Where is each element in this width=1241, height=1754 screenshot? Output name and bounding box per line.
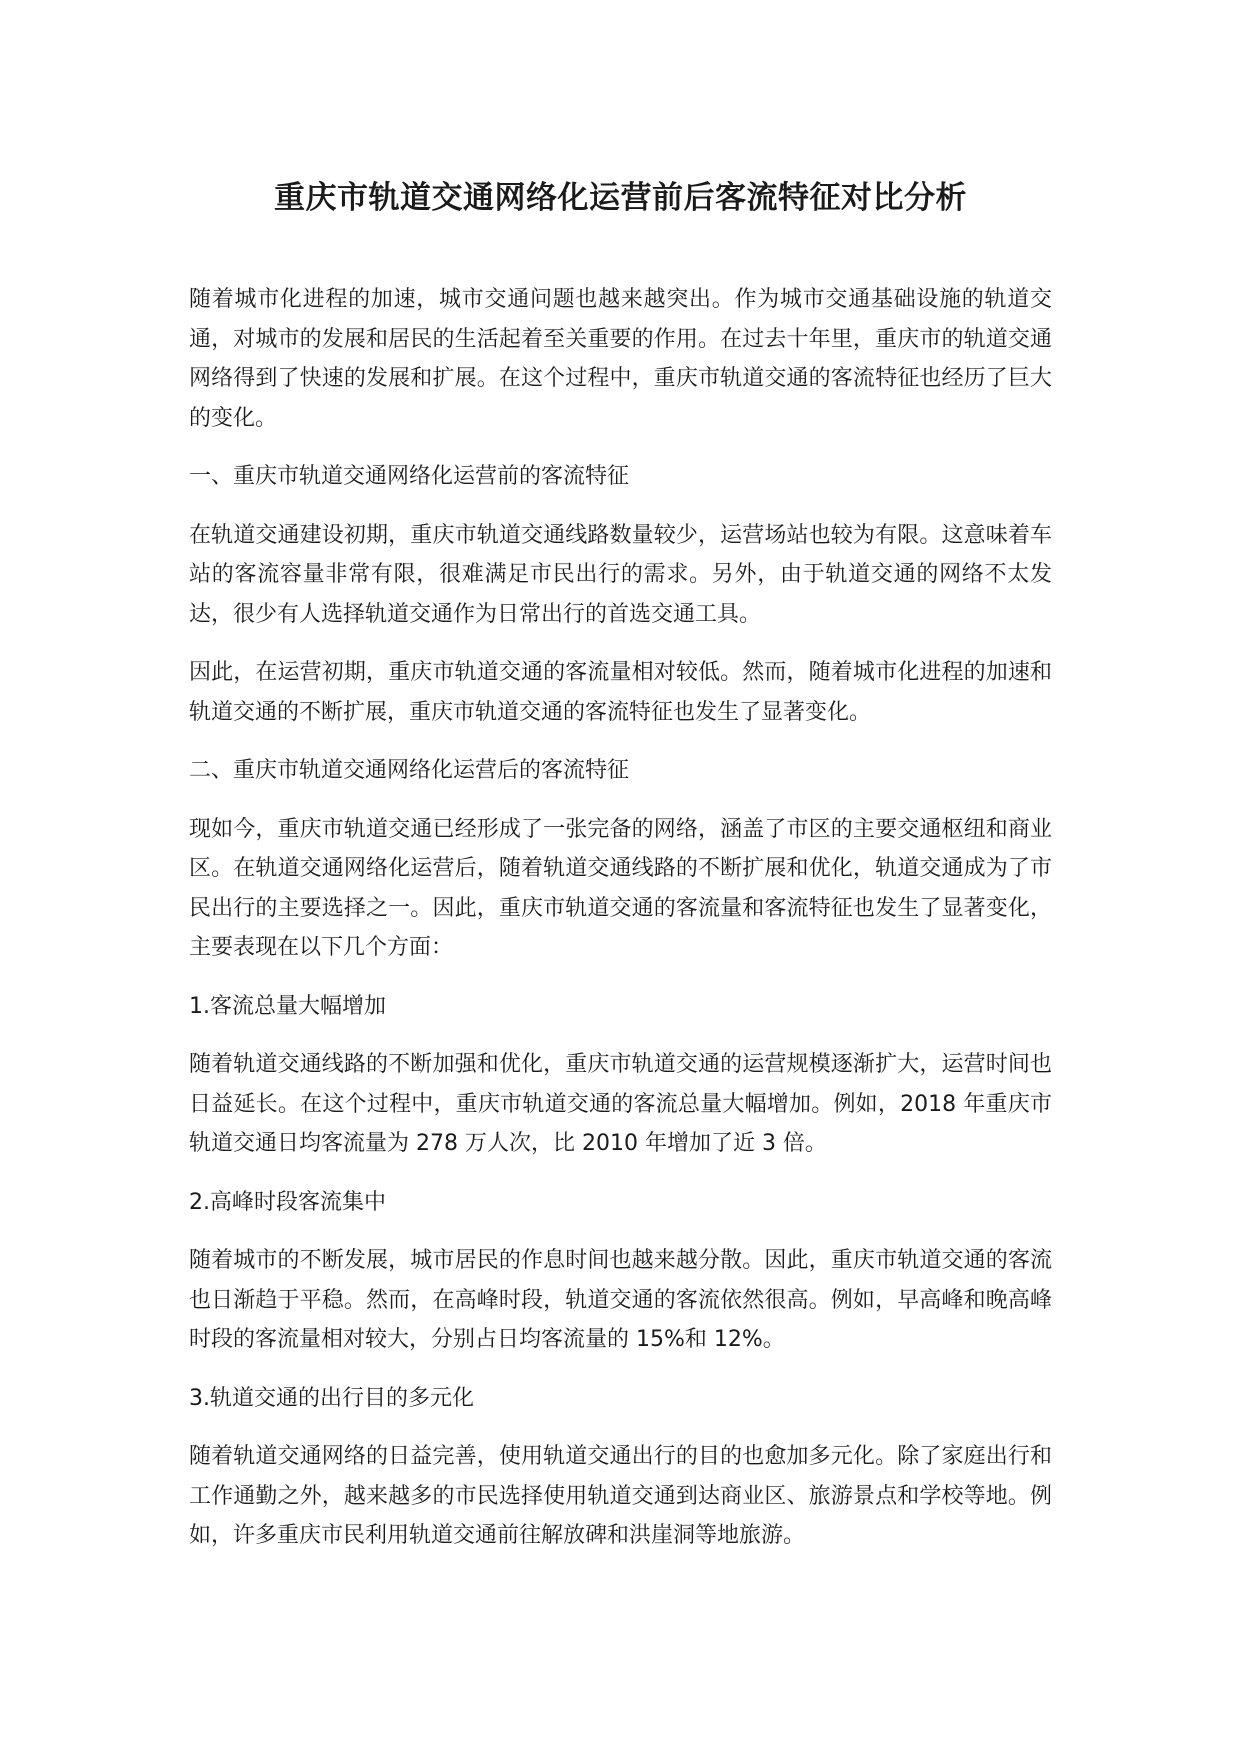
subheading-3: 3.轨道交通的出行目的多元化 (189, 1385, 474, 1411)
paragraph-post-network: 现如今，重庆市轨道交通已经形成了一张完备的网络，涵盖了市区的主要交通枢纽和商业区。在轨道交通网络化运营后，随着轨道交通线路的不断扩展和优化，轨道交通成为了市民出行的主要选择之一。因此，重庆市轨道交通的客流量和客流特征也发生了显著变化，主要表现在以下几个方面： (189, 816, 1052, 960)
paragraph-peak-hours: 随着城市的不断发展，城市居民的作息时间也越来越分散。因此，重庆市轨道交通的客流也日渐趋于平稳。然而，在高峰时段，轨道交通的客流依然很高。例如，早高峰和晚高峰时段的客流量相对较大，分别占日均客流量的 15%和 12%。 (189, 1248, 1052, 1352)
section-heading-2: 二、重庆市轨道交通网络化运营后的客流特征 (189, 758, 630, 783)
paragraph-pre-network-2: 因此，在运营初期，重庆市轨道交通的客流量相对较低。然而，随着城市化进程的加速和轨道交通的不断扩展，重庆市轨道交通的客流特征也发生了显著变化。 (189, 660, 1052, 725)
subheading-2: 2.高峰时段客流集中 (189, 1189, 386, 1215)
paragraph-total-volume: 随着轨道交通线路的不断加强和优化，重庆市轨道交通的运营规模逐渐扩大，运营时间也日益延长。在这个过程中，重庆市轨道交通的客流总量大幅增加。例如，2018 年重庆市轨道交通日均客流量为 278 万人次，比 2010 年增加了近 3 倍。 (189, 1052, 1052, 1156)
document-title: 重庆市轨道交通网络化运营前后客流特征对比分析 (274, 180, 967, 216)
paragraph-intro: 随着城市化进程的加速，城市交通问题也越来越突出。作为城市交通基础设施的轨道交通，对城市的发展和居民的生活起着至关重要的作用。在过去十年里，重庆市的轨道交通网络得到了快速的发展和扩展。在这个过程中，重庆市轨道交通的客流特征也经历了巨大的变化。 (189, 287, 1052, 431)
subheading-1: 1.客流总量大幅增加 (189, 993, 386, 1019)
section-heading-1: 一、重庆市轨道交通网络化运营前的客流特征 (189, 464, 630, 489)
paragraph-pre-network-1: 在轨道交通建设初期，重庆市轨道交通线路数量较少，运营场站也较为有限。这意味着车站的客流容量非常有限，很难满足市民出行的需求。另外，由于轨道交通的网络不太发达，很少有人选择轨道交通作为日常出行的首选交通工具。 (189, 522, 1052, 627)
document-body (189, 280, 1052, 1556)
paragraph-trip-purposes: 随着轨道交通网络的日益完善，使用轨道交通出行的目的也愈加多元化。除了家庭出行和工作通勤之外，越来越多的市民选择使用轨道交通到达商业区、旅游景点和学校等地。例如，许多重庆市民利用轨道交通前往解放碑和洪崖洞等地旅游。 (189, 1444, 1052, 1548)
